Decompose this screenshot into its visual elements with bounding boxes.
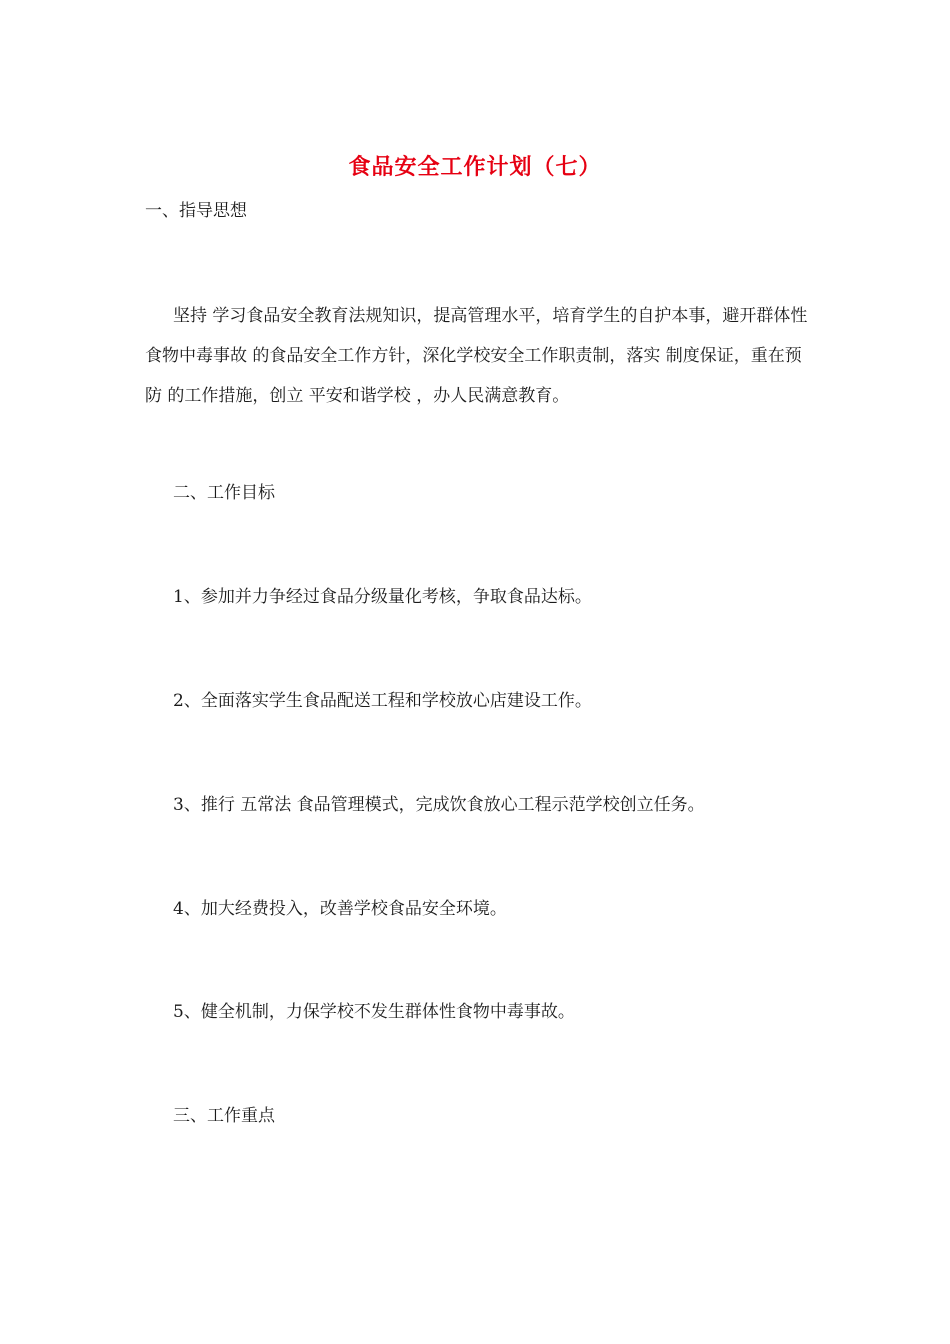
goal-item: 3、推行 五常法 食品管理模式，完成饮食放心工程示范学校创立任务。 (173, 795, 705, 815)
section-heading-work-focus: 三、工作重点 (173, 1106, 275, 1126)
goal-item: 4、加大经费投入，改善学校食品安全环境。 (173, 899, 507, 919)
goal-item: 5、健全机制，力保学校不发生群体性食物中毒事故。 (173, 1002, 575, 1022)
guiding-ideology-paragraph (145, 296, 810, 416)
section-heading-guiding-ideology: 一、指导思想 (145, 201, 247, 221)
guiding-ideology-text: 坚持 学习食品安全教育法规知识，提高管理水平，培育学生的自护本事，避开群体性食物中毒事故 的食品安全工作方针，深化学校安全工作职责制，落实 制度保证，重在预防 的工作措施，创立 平安和谐学校 ，办人民满意教育。 (145, 306, 808, 406)
section-heading-work-goals: 二、工作目标 (173, 483, 275, 503)
document-title: 食品安全工作计划（七） (348, 154, 602, 180)
goal-item: 2、全面落实学生食品配送工程和学校放心店建设工作。 (173, 691, 592, 711)
goal-item: 1、参加并力争经过食品分级量化考核，争取食品达标。 (173, 587, 592, 607)
